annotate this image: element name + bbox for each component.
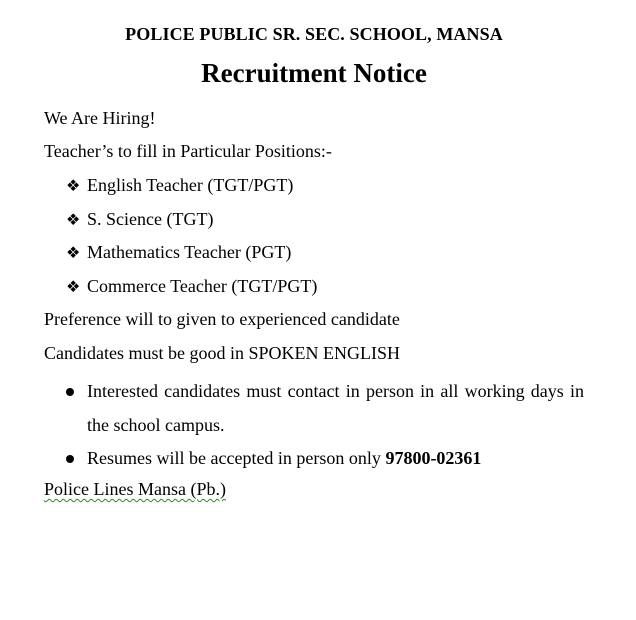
position-label: English Teacher (TGT/PGT) bbox=[87, 175, 294, 195]
school-address: Police Lines Mansa (Pb.) bbox=[44, 479, 226, 499]
position-item bbox=[66, 240, 317, 274]
spoken-english-line: Candidates must be good in SPOKEN ENGLISH bbox=[44, 343, 400, 363]
positions-list bbox=[66, 173, 317, 308]
instructions-list bbox=[44, 375, 584, 476]
contact-instruction bbox=[44, 375, 584, 442]
position-item bbox=[66, 274, 317, 308]
position-item bbox=[66, 173, 317, 207]
round-bullet-icon bbox=[66, 388, 74, 396]
preference-line: Preference will to given to experienced candidate bbox=[44, 309, 400, 329]
diamond-bullet-icon: ❖ bbox=[66, 243, 81, 263]
notice-title: Recruitment Notice bbox=[201, 58, 427, 88]
contact-text: Interested candidates must contact in person in all working days in the school campus. bbox=[87, 381, 584, 435]
position-label: Mathematics Teacher (PGT) bbox=[87, 242, 292, 263]
school-name: POLICE PUBLIC SR. SEC. SCHOOL, MANSA bbox=[125, 24, 503, 44]
position-item bbox=[66, 207, 317, 241]
position-label: S. Science (TGT) bbox=[87, 208, 214, 229]
round-bullet-icon bbox=[66, 455, 74, 463]
hiring-line: We Are Hiring! bbox=[44, 108, 156, 128]
position-label: Commerce Teacher (TGT/PGT) bbox=[87, 276, 318, 297]
diamond-bullet-icon: ❖ bbox=[66, 209, 81, 229]
phone-number: 97800-02361 bbox=[385, 448, 482, 468]
positions-intro: Teacher’s to fill in Particular Positions:- bbox=[44, 141, 332, 161]
diamond-bullet-icon: ❖ bbox=[66, 277, 81, 297]
resume-instruction bbox=[44, 442, 584, 476]
diamond-bullet-icon: ❖ bbox=[66, 176, 81, 195]
resume-text: Resumes will be accepted in person only bbox=[87, 448, 386, 468]
